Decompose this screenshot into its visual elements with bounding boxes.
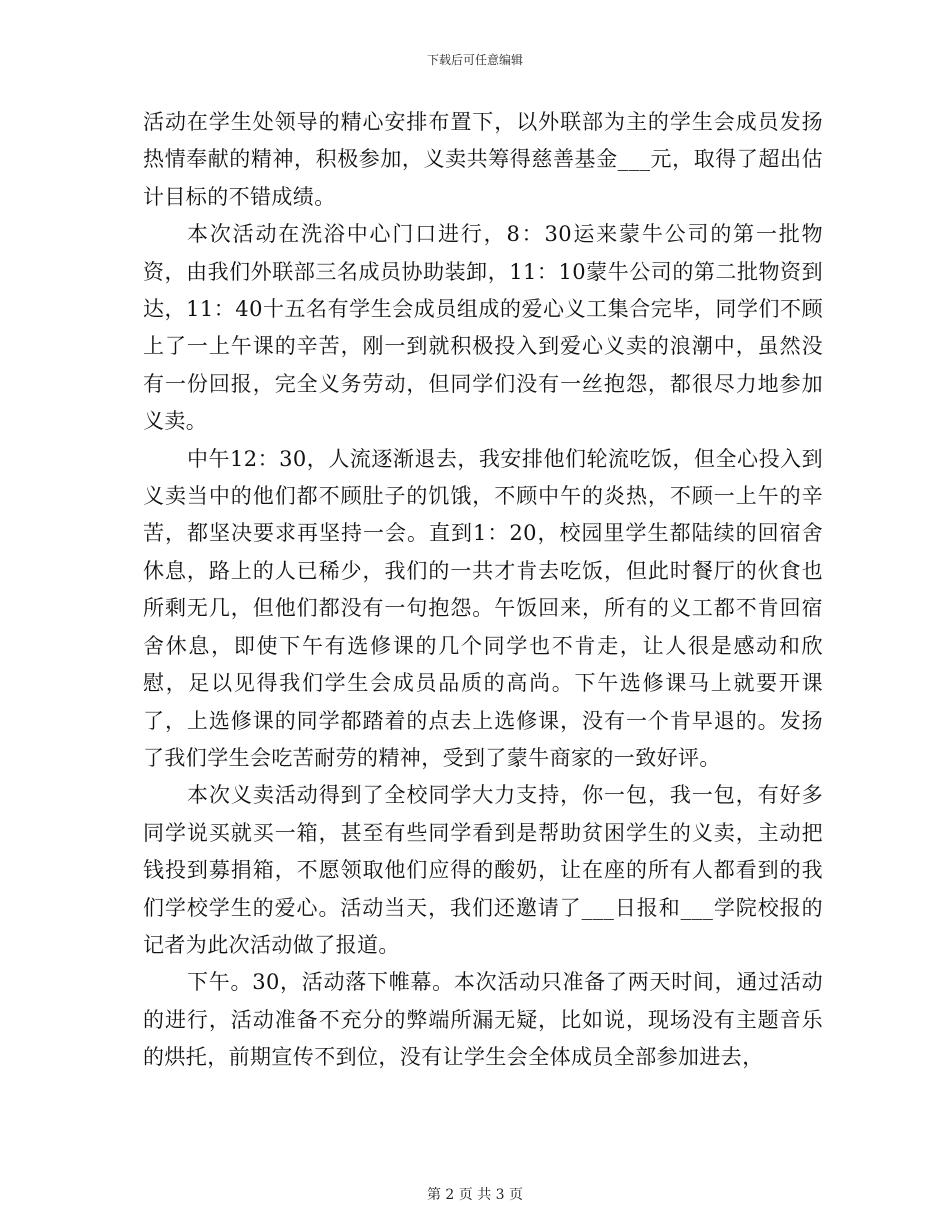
paragraph-1: 活动在学生处领导的精心安排布置下，以外联部为主的学生会成员发扬热情奉献的精神，积极参加，义卖共筹得慈善基金___元，取得了超出估计目标的不错成绩。 — [143, 110, 823, 209]
document-body — [143, 104, 823, 1077]
page-header: 下载后可任意编辑 — [426, 53, 523, 67]
paragraph-4: 本次义卖活动得到了全校同学大力支持，你一包，我一包，有好多同学说买就买一箱，甚至有些同学看到是帮助贫困学生的义卖，主动把钱投到募捐箱，不愿领取他们应得的酸奶，让在座的所有人都看到的我们学校学生的爱心。活动当天，我们还邀请了___日报和___学院校报的记者为此次活动做了报道。 — [143, 783, 823, 957]
paragraph-5: 下午。30，活动落下帷幕。本次活动只准备了两天时间，通过活动的进行，活动准备不充分的弊端所漏无疑，比如说，现场没有主题音乐的烘托，前期宣传不到位，没有让学生会全体成员全部参加进去， — [143, 970, 823, 1070]
paragraph-2: 本次活动在洗浴中心门口进行，8：30运来蒙牛公司的第一批物资，由我们外联部三名成员协助装卸，11：10蒙牛公司的第二批物资到达，11：40十五名有学生会成员组成的爱心义工集合完毕，同学们不顾上了一上午课的辛苦，刚一到就积极投入到爱心义卖的浪潮中，虽然没有一份回报，完全义务劳动，但同学们没有一丝抱怨，都很尽力地参加义卖。 — [143, 222, 823, 434]
page-footer: 第 2 页 共 3 页 — [426, 1187, 524, 1203]
paragraph-3: 中午12：30，人流逐渐退去，我安排他们轮流吃饭，但全心投入到义卖当中的他们都不顾肚子的饥饿，不顾中午的炎热，不顾一上午的辛苦，都坚决要求再坚持一会。直到1：20，校园里学生都陆续的回宿舍休息，路上的人已稀少，我们的一共才肯去吃饭，但此时餐厅的伙食也所剩无几，但他们都没有一句抱怨。午饭回来，所有的义工都不肯回宿舍休息，即使下午有选修课的几个同学也不肯走，让人很是感动和欣慰，足以见得我们学生会成员品质的高尚。下午选修课马上就要开课了，上选修课的同学都踏着的点去上选修课，没有一个肯早退的。发扬了我们学生会吃苦耐劳的精神，受到了蒙牛商家的一致好评。 — [143, 446, 823, 770]
